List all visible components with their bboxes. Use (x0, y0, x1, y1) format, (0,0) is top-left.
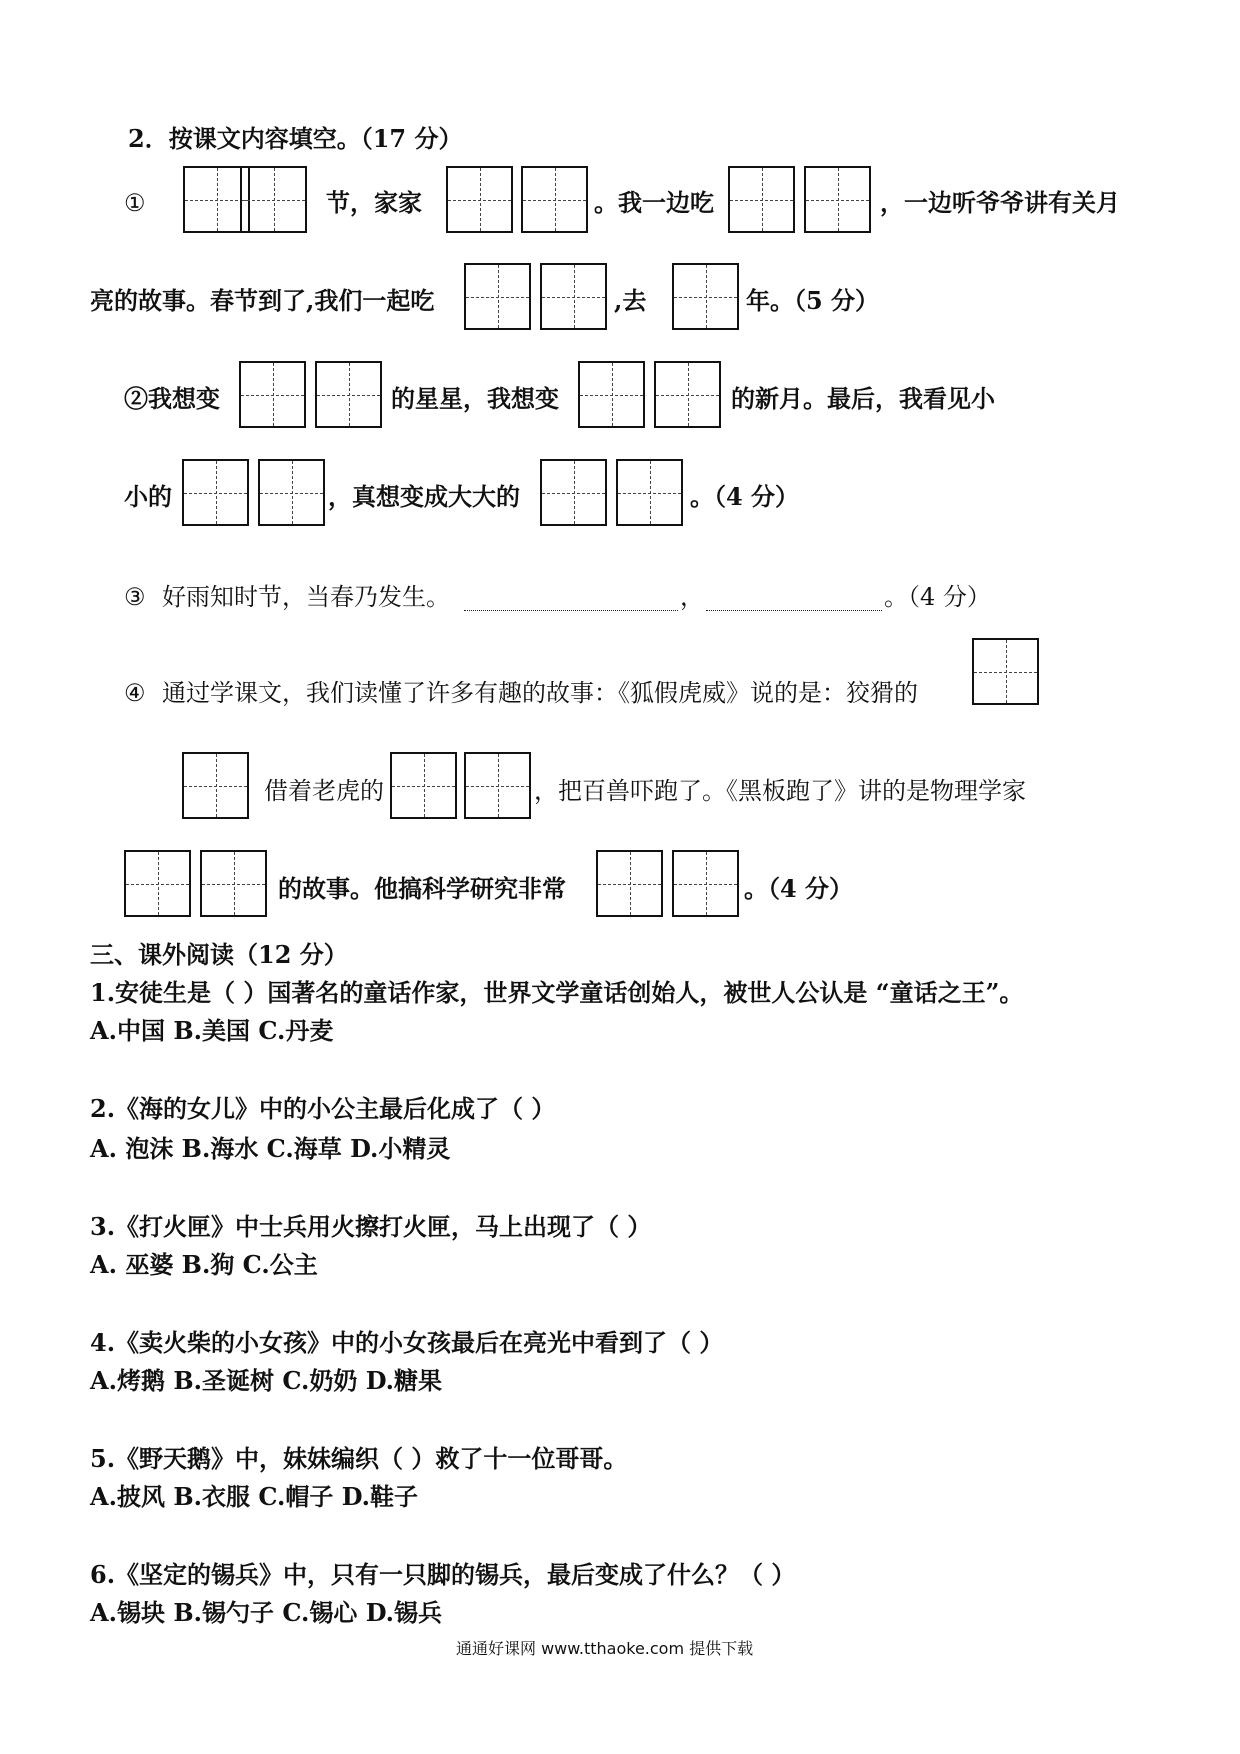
q1-text-3: ，一边听爷爷讲有关月 (880, 188, 1120, 217)
reading-options-4[interactable]: A.烤鹅 B.圣诞树 C.奶奶 D.糖果 (90, 1366, 443, 1395)
reading-options-6[interactable]: A.锡块 B.锡勺子 C.锡心 D.锡兵 (90, 1598, 443, 1627)
q3-answer-blank-1[interactable] (464, 590, 678, 615)
tianzige-box[interactable] (804, 166, 871, 233)
reading-question-4: 4.《卖火柴的小女孩》中的小女孩最后在亮光中看到了（ ） (90, 1328, 724, 1357)
tianzige-box[interactable] (616, 459, 683, 526)
tianzige-box[interactable] (182, 459, 249, 526)
tianzige-box[interactable] (182, 752, 249, 819)
q2-text-5: ，真想变成大大的 (328, 482, 520, 511)
q3-number: ③ (124, 583, 146, 611)
tianzige-box[interactable] (521, 166, 588, 233)
q1-text-2: 。我一边吃 (594, 188, 714, 217)
tianzige-box[interactable] (390, 752, 457, 819)
tianzige-box[interactable] (596, 850, 663, 917)
q1-text-5: ,去 (614, 286, 647, 315)
tianzige-box[interactable] (446, 166, 513, 233)
reading-options-3[interactable]: A. 巫婆 B.狗 C.公主 (90, 1250, 318, 1279)
reading-options-1[interactable]: A.中国 B.美国 C.丹麦 (90, 1016, 334, 1045)
q4-text-3: ，把百兽吓跑了。《黑板跑了》讲的是物理学家 (534, 777, 1026, 805)
q4-text-1: 通过学课文，我们读懂了许多有趣的故事：《狐假虎威》说的是：狡猾的 (162, 679, 918, 707)
tianzige-box[interactable] (239, 361, 306, 428)
q2-text-2: 的星星，我想变 (391, 384, 559, 413)
reading-options-2[interactable]: A. 泡沫 B.海水 C.海草 D.小精灵 (90, 1134, 451, 1163)
tianzige-box[interactable] (672, 263, 739, 330)
tianzige-box[interactable] (672, 850, 739, 917)
tianzige-box[interactable] (578, 361, 645, 428)
tianzige-box[interactable] (124, 850, 191, 917)
tianzige-box[interactable] (540, 459, 607, 526)
tianzige-box[interactable] (728, 166, 795, 233)
q4-text-2: 借着老虎的 (264, 777, 384, 805)
reading-question-1: 1.安徒生是（ ）国著名的童话作家，世界文学童话创始人，被世人公认是 “童话之王”。 (90, 978, 1024, 1007)
reading-question-5: 5.《野天鹅》中，妹妹编织（ ）救了十一位哥哥。 (90, 1444, 628, 1473)
section-2-title: 2．按课文内容填空。（17 分） (128, 124, 463, 153)
q1-number: ① (124, 189, 146, 217)
tianzige-box[interactable] (464, 752, 531, 819)
reading-question-3: 3.《打火匣》中士兵用火擦打火匣，马上出现了（ ） (90, 1212, 652, 1241)
q3-answer-blank-2[interactable] (706, 590, 882, 615)
q4-text-4: 的故事。他搞科学研究非常 (278, 874, 566, 903)
tianzige-box[interactable] (200, 850, 267, 917)
q2-text-3: 的新月。最后，我看见小 (731, 384, 995, 413)
q2-text-6: 。（4 分） (690, 482, 800, 511)
q3-separator: ， (680, 583, 704, 611)
tianzige-box[interactable] (240, 166, 307, 233)
q1-text-4: 亮的故事。春节到了,我们一起吃 (90, 286, 435, 315)
tianzige-box[interactable] (464, 263, 531, 330)
q4-text-5: 。（4 分） (744, 874, 854, 903)
reading-options-5[interactable]: A.披风 B.衣服 C.帽子 D.鞋子 (90, 1482, 419, 1511)
q1-text-6: 年。（5 分） (746, 286, 880, 315)
tianzige-box[interactable] (972, 638, 1039, 705)
reading-question-2: 2.《海的女儿》中的小公主最后化成了（ ） (90, 1094, 556, 1123)
section-3-title: 三、课外阅读（12 分） (90, 940, 348, 969)
reading-question-6: 6.《坚定的锡兵》中，只有一只脚的锡兵，最后变成了什么？（ ） (90, 1560, 796, 1589)
q2-text-1: ②我想变 (124, 384, 220, 413)
q3-text: 好雨知时节，当春乃发生。 (162, 583, 450, 611)
q2-text-4: 小的 (124, 482, 172, 511)
q3-end: 。（4 分） (884, 583, 991, 611)
tianzige-box[interactable] (540, 263, 607, 330)
footer-source: 通通好课网 www.tthaoke.com 提供下载 (456, 1639, 754, 1658)
q1-text-1: 节，家家 (326, 188, 422, 217)
q4-number: ④ (124, 679, 146, 707)
tianzige-box[interactable] (258, 459, 325, 526)
tianzige-box[interactable] (654, 361, 721, 428)
tianzige-box[interactable] (315, 361, 382, 428)
